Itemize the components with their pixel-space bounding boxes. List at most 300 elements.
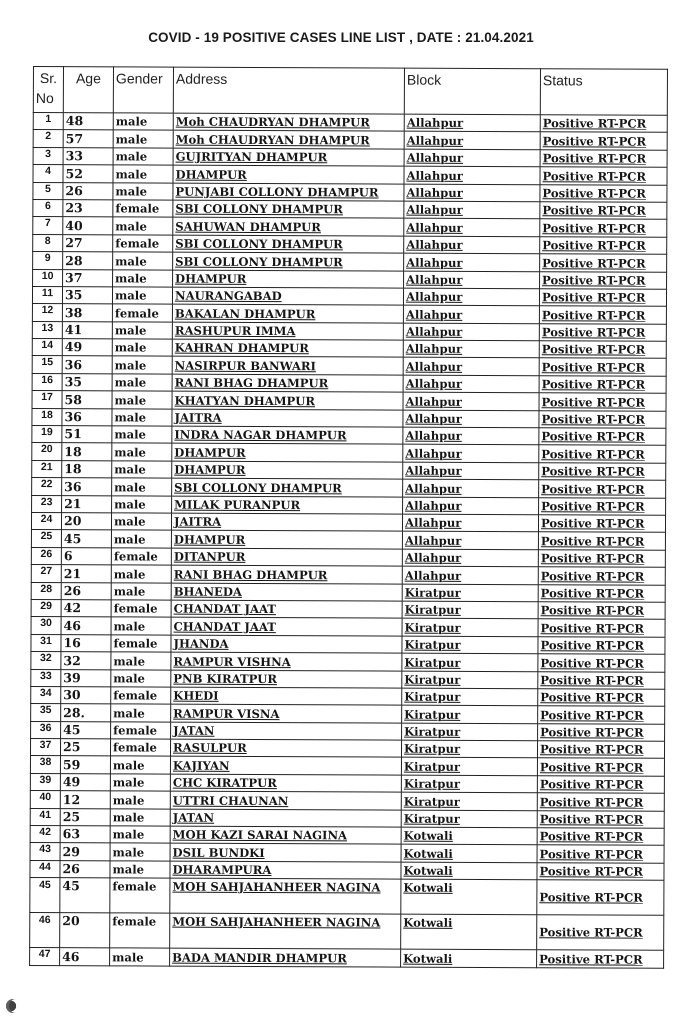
table-row <box>31 704 665 724</box>
address-cell-text: RAMPUR VISHNA <box>173 654 291 669</box>
status-cell-text: Positive RT-PCR <box>540 638 645 653</box>
sr-no-cell: 38 <box>30 756 60 774</box>
status-cell <box>539 323 666 341</box>
address-cell-text: CHANDAT JAAT <box>173 601 276 617</box>
address-cell <box>170 861 401 879</box>
block-cell <box>404 132 540 150</box>
block-cell-text: Allahpur <box>405 289 463 305</box>
sr-no-cell: 27 <box>31 565 61 583</box>
gender-cell: male <box>111 513 171 531</box>
table-row <box>32 460 666 480</box>
block-cell <box>403 497 539 515</box>
table-row <box>31 652 665 672</box>
address-cell <box>172 287 403 305</box>
gender-cell: female <box>112 304 172 322</box>
gender-cell: male <box>112 495 172 513</box>
sr-no-cell: 4 <box>33 165 63 183</box>
block-cell <box>402 566 538 584</box>
address-cell-text: DSIL BUNDKI <box>172 845 265 860</box>
gender-cell: male <box>111 704 171 722</box>
table-row <box>31 721 665 741</box>
block-cell-text: Kotwali <box>403 846 453 861</box>
address-cell-text: SBI COLLONY DHAMPUR <box>174 480 342 495</box>
address-cell <box>173 148 404 166</box>
header-sr-line2: No <box>35 90 54 107</box>
sr-no-cell: 28 <box>31 582 61 600</box>
age-cell: 49 <box>62 339 112 357</box>
status-cell <box>537 741 664 759</box>
block-cell-text: Allahpur <box>404 533 462 548</box>
address-cell <box>172 304 403 322</box>
sr-no-cell: 37 <box>30 739 60 757</box>
age-cell: 26 <box>60 860 110 878</box>
status-cell-text: Positive RT-PCR <box>539 925 643 940</box>
table-row <box>33 252 667 272</box>
age-cell: 48 <box>63 113 113 131</box>
sr-no-cell: 16 <box>32 373 62 391</box>
sr-no-cell: 24 <box>31 512 61 530</box>
address-cell-text: GUJRITYAN DHAMPUR <box>175 149 328 165</box>
gender-cell: male <box>113 269 173 287</box>
gender-cell: female <box>110 913 170 948</box>
block-cell <box>401 740 537 758</box>
age-cell: 63 <box>60 826 110 844</box>
address-cell-text: KAHRAN DHAMPUR <box>174 341 309 356</box>
address-cell <box>170 739 401 757</box>
address-cell <box>172 409 403 427</box>
block-cell <box>403 445 539 463</box>
gender-cell: female <box>111 687 171 705</box>
table-row <box>31 547 665 567</box>
status-cell <box>537 776 664 794</box>
block-cell <box>404 149 540 167</box>
block-cell-text: Allahpur <box>405 394 462 409</box>
block-cell <box>402 723 538 741</box>
age-cell: 35 <box>62 287 112 305</box>
table-row <box>31 582 665 602</box>
address-cell-text: CHC KIRATPUR <box>172 775 277 791</box>
address-cell-text: JAITRA <box>174 410 222 425</box>
block-cell <box>403 479 539 497</box>
gender-cell: male <box>111 652 171 670</box>
status-cell-text: Positive RT-PCR <box>539 794 644 810</box>
block-cell <box>404 166 540 184</box>
block-cell <box>401 827 537 845</box>
block-cell-text: Kotwali <box>403 951 453 966</box>
address-cell <box>171 600 402 618</box>
sr-no-cell: 22 <box>32 478 62 496</box>
block-cell-text: Allahpur <box>405 359 463 374</box>
address-cell-text: SBI COLLONY DHAMPUR <box>175 254 343 269</box>
table-row <box>30 756 664 776</box>
block-cell <box>404 218 540 236</box>
address-cell-text: DHAMPUR <box>173 532 246 547</box>
age-cell: 23 <box>63 200 113 218</box>
address-cell <box>171 565 402 583</box>
table-row <box>33 165 667 185</box>
age-cell: 36 <box>62 478 112 496</box>
age-cell: 18 <box>62 443 112 461</box>
sr-no-cell: 13 <box>32 321 62 339</box>
table-row <box>30 860 664 880</box>
block-cell-text: Kiratpur <box>404 585 461 600</box>
age-cell: 59 <box>60 756 110 774</box>
block-cell <box>402 636 538 654</box>
positive-cases-table <box>29 66 668 968</box>
block-cell-text: Allahpur <box>405 324 463 339</box>
status-cell-text: Positive RT-PCR <box>542 186 646 201</box>
address-cell <box>173 165 404 183</box>
table-row <box>30 808 664 828</box>
sr-no-cell: 39 <box>30 773 60 791</box>
table-row <box>31 599 665 619</box>
address-cell-text: SBI COLLONY DHAMPUR <box>175 236 343 252</box>
sr-no-cell: 14 <box>32 339 62 357</box>
status-cell-text: Positive RT-PCR <box>542 220 646 236</box>
block-cell <box>402 514 538 532</box>
header-sr-line1: Sr. <box>39 70 58 87</box>
table-row <box>30 843 664 863</box>
status-cell-text: Positive RT-PCR <box>541 394 646 410</box>
status-cell-text: Positive RT-PCR <box>541 307 646 323</box>
block-cell <box>402 653 538 671</box>
address-cell <box>173 113 404 131</box>
sr-no-cell: 26 <box>31 547 61 565</box>
sr-no-cell: 36 <box>31 721 61 739</box>
age-cell: 36 <box>62 408 112 426</box>
gender-cell: male <box>111 582 171 600</box>
status-cell <box>538 602 665 620</box>
status-cell-text: Positive RT-PCR <box>542 151 647 166</box>
status-cell-text: Positive RT-PCR <box>541 377 646 392</box>
status-cell <box>539 410 666 428</box>
age-cell: 51 <box>62 426 112 444</box>
age-cell: 46 <box>60 948 110 966</box>
status-cell-text: Positive RT-PCR <box>540 551 645 566</box>
address-cell <box>172 426 403 444</box>
sr-no-cell: 25 <box>31 530 61 548</box>
address-cell-text: DHAMPUR <box>175 167 247 182</box>
gender-cell: female <box>110 878 170 913</box>
block-cell <box>401 949 537 967</box>
address-cell <box>170 757 401 775</box>
block-cell-text: Kotwali <box>403 915 453 931</box>
address-cell <box>170 913 401 949</box>
sr-no-cell: 32 <box>31 652 61 670</box>
address-cell-text: RASULPUR <box>172 741 247 756</box>
status-cell-text: Positive RT-PCR <box>539 951 643 967</box>
block-cell <box>403 392 539 410</box>
status-cell <box>540 115 667 133</box>
header-status: Status <box>540 69 667 116</box>
address-cell <box>171 513 402 531</box>
status-cell <box>540 219 667 237</box>
age-cell: 49 <box>60 773 110 791</box>
address-cell <box>171 583 402 601</box>
status-cell <box>539 480 666 498</box>
block-cell <box>404 114 540 132</box>
punch-hole-mark-icon <box>6 999 20 1013</box>
address-cell <box>170 791 401 809</box>
status-cell-text: Positive RT-PCR <box>539 812 644 827</box>
table-row <box>32 443 666 463</box>
status-cell <box>540 184 667 202</box>
block-cell <box>402 705 538 723</box>
age-cell: 28. <box>61 704 111 722</box>
address-cell <box>171 722 402 740</box>
gender-cell: male <box>112 408 172 426</box>
block-cell-text: Allahpur <box>405 376 463 392</box>
status-cell <box>539 376 666 394</box>
block-cell <box>401 810 537 828</box>
table-row <box>33 147 667 167</box>
status-cell <box>539 289 666 307</box>
block-cell <box>402 531 538 549</box>
address-cell-text: BHANEDA <box>173 584 242 599</box>
block-cell <box>404 236 540 254</box>
address-cell <box>171 530 402 548</box>
header-block: Block <box>404 68 540 115</box>
status-cell <box>538 706 665 724</box>
status-cell-text: Positive RT-PCR <box>539 847 644 862</box>
status-cell <box>537 915 664 951</box>
address-cell-text: DHAMPUR <box>175 271 247 286</box>
age-cell: 45 <box>60 878 110 913</box>
status-cell <box>538 654 665 672</box>
address-cell-text: MOH SAHJAHANHEER NAGINA <box>172 914 381 930</box>
address-cell-text: CHANDAT JAAT <box>173 619 276 634</box>
sr-no-cell: 23 <box>32 495 62 513</box>
age-cell: 16 <box>61 634 111 652</box>
status-cell <box>539 393 666 411</box>
status-cell <box>537 793 664 811</box>
table-header-row <box>33 67 667 116</box>
status-cell <box>537 758 664 776</box>
gender-cell: female <box>111 600 171 618</box>
gender-cell: male <box>110 948 170 966</box>
address-cell-text: DHAMPUR <box>174 445 246 460</box>
status-cell-text: Positive RT-PCR <box>541 464 645 479</box>
gender-cell: male <box>112 322 172 340</box>
gender-cell: male <box>111 530 171 548</box>
age-cell: 28 <box>63 252 113 270</box>
block-cell-text: Allahpur <box>406 255 463 270</box>
address-cell-text: DHARAMPURA <box>172 862 272 878</box>
age-cell: 37 <box>63 269 113 287</box>
block-cell-text: Allahpur <box>406 168 463 183</box>
address-cell <box>171 670 402 688</box>
table-row <box>31 669 665 689</box>
block-cell-text: Kiratpur <box>403 776 461 792</box>
table-row <box>33 182 667 202</box>
address-cell-text: RAMPUR VISNA <box>173 706 280 721</box>
status-cell <box>540 271 667 289</box>
age-cell: 27 <box>63 234 113 252</box>
table-row <box>33 234 667 254</box>
gender-cell: male <box>110 861 170 879</box>
status-cell <box>538 689 665 707</box>
address-cell-text: Moh CHAUDRYAN DHAMPUR <box>175 132 370 148</box>
status-cell <box>538 723 665 741</box>
address-cell-text: RANI BHAG DHAMPUR <box>174 375 329 391</box>
age-cell: 45 <box>61 530 111 548</box>
age-cell: 12 <box>60 791 110 809</box>
block-cell-text: Kiratpur <box>404 707 461 722</box>
block-cell-text: Allahpur <box>404 516 462 531</box>
table-row <box>33 113 667 133</box>
header-gender: Gender <box>113 67 173 113</box>
table-row <box>32 426 666 446</box>
address-cell <box>172 339 403 357</box>
address-cell-text: SBI COLLONY DHAMPUR <box>175 201 343 217</box>
address-cell <box>172 391 403 409</box>
age-cell: 26 <box>63 182 113 200</box>
address-cell-text: DITANPUR <box>173 549 246 565</box>
sr-no-cell: 34 <box>31 686 61 704</box>
sr-no-cell: 19 <box>32 426 62 444</box>
table-row <box>31 617 665 637</box>
status-cell <box>538 584 665 602</box>
address-cell <box>171 617 402 635</box>
block-cell-text: Allahpur <box>406 237 463 253</box>
age-cell: 58 <box>62 391 112 409</box>
address-cell <box>173 183 404 201</box>
address-cell-text: SAHUWAN DHAMPUR <box>175 219 321 234</box>
address-cell-text: DHAMPUR <box>174 462 246 478</box>
age-cell: 21 <box>61 565 111 583</box>
address-cell <box>171 704 402 722</box>
age-cell: 52 <box>63 165 113 183</box>
address-cell-text: JATAN <box>172 810 215 825</box>
status-cell <box>539 463 666 481</box>
gender-cell: male <box>112 339 172 357</box>
block-cell-text: Allahpur <box>404 568 462 583</box>
age-cell: 21 <box>62 495 112 513</box>
sr-no-cell: 12 <box>32 304 62 322</box>
status-cell-text: Positive RT-PCR <box>540 725 644 740</box>
sr-no-cell: 43 <box>30 843 60 861</box>
address-cell-text: PUNJABI COLLONY DHAMPUR <box>175 184 379 200</box>
block-cell-text: Allahpur <box>405 446 462 461</box>
sr-no-cell: 44 <box>30 860 60 878</box>
address-cell <box>172 322 403 340</box>
sr-no-cell: 3 <box>33 147 63 165</box>
age-cell: 46 <box>61 617 111 635</box>
address-cell-text: JATAN <box>173 723 215 738</box>
block-cell <box>403 410 539 428</box>
block-cell-text: Kiratpur <box>404 689 461 705</box>
age-cell: 32 <box>61 652 111 670</box>
gender-cell: male <box>113 217 173 235</box>
address-cell <box>172 444 403 462</box>
table-row <box>31 634 665 654</box>
status-cell-text: Positive RT-PCR <box>541 447 645 462</box>
address-cell <box>172 374 403 392</box>
gender-cell: female <box>113 200 173 218</box>
sr-no-cell: 11 <box>32 286 62 304</box>
age-cell: 30 <box>61 687 111 705</box>
gender-cell: male <box>113 148 173 166</box>
block-cell <box>404 253 540 271</box>
sr-no-cell: 17 <box>32 391 62 409</box>
address-cell-text: MOH SAHJAHANHEER NAGINA <box>172 879 381 895</box>
sr-no-cell: 1 <box>33 113 63 131</box>
gender-cell: male <box>113 182 173 200</box>
status-cell <box>540 202 667 220</box>
gender-cell: male <box>113 130 173 148</box>
block-cell-text: Kiratpur <box>403 742 461 757</box>
status-cell-text: Positive RT-PCR <box>542 116 647 132</box>
status-cell-text: Positive RT-PCR <box>539 742 644 758</box>
age-cell: 18 <box>62 460 112 478</box>
status-cell-text: Positive RT-PCR <box>541 429 645 445</box>
sr-no-cell: 18 <box>32 408 62 426</box>
block-cell <box>402 601 538 619</box>
gender-cell: male <box>112 356 172 374</box>
status-cell-text: Positive RT-PCR <box>539 829 644 845</box>
gender-cell: female <box>110 739 170 757</box>
sr-no-cell: 45 <box>30 878 60 913</box>
address-cell-text: NASIRPUR BANWARI <box>174 358 316 374</box>
gender-cell: female <box>113 235 173 253</box>
table-row <box>30 913 664 951</box>
address-cell-text: NAURANGABAD <box>174 288 282 304</box>
block-cell <box>403 427 539 445</box>
gender-cell: male <box>112 461 172 479</box>
gender-cell: male <box>112 426 172 444</box>
table-row <box>32 495 666 515</box>
gender-cell: male <box>111 565 171 583</box>
age-cell: 29 <box>60 843 110 861</box>
gender-cell: male <box>112 374 172 392</box>
header-age: Age <box>63 67 113 113</box>
address-cell <box>171 548 402 566</box>
gender-cell: male <box>110 791 170 809</box>
status-cell <box>537 863 664 881</box>
address-cell-text: MILAK PURANPUR <box>174 497 301 513</box>
block-cell-text: Kiratpur <box>403 794 460 809</box>
address-cell-text: RASHUPUR IMMA <box>174 323 296 339</box>
address-cell-text: Moh CHAUDRYAN DHAMPUR <box>175 115 370 130</box>
address-cell <box>173 270 404 288</box>
sr-no-cell: 21 <box>32 460 62 478</box>
status-cell-text: Positive RT-PCR <box>539 890 643 905</box>
sr-no-cell: 31 <box>31 634 61 652</box>
address-cell-text: MOH KAZI SARAI NAGINA <box>172 828 348 843</box>
age-cell: 36 <box>62 356 112 374</box>
age-cell: 41 <box>62 321 112 339</box>
sr-no-cell: 46 <box>30 913 60 948</box>
block-cell-text: Kiratpur <box>404 602 461 618</box>
sr-no-cell: 35 <box>31 704 61 722</box>
gender-cell: male <box>112 287 172 305</box>
table-row <box>30 773 664 793</box>
block-cell-text: Kiratpur <box>404 672 461 687</box>
table-row <box>32 304 666 324</box>
address-cell <box>172 478 403 496</box>
gender-cell: female <box>111 635 171 653</box>
table-row <box>33 217 667 237</box>
address-cell-text: PNB KIRATPUR <box>173 671 278 686</box>
address-cell <box>173 235 404 253</box>
block-cell-text: Allahpur <box>406 116 464 131</box>
sr-no-cell: 8 <box>33 234 63 252</box>
block-cell-text: Allahpur <box>406 202 463 218</box>
gender-cell: male <box>111 669 171 687</box>
sr-no-cell: 10 <box>33 269 63 287</box>
block-cell <box>401 845 537 863</box>
table-row <box>33 130 667 150</box>
